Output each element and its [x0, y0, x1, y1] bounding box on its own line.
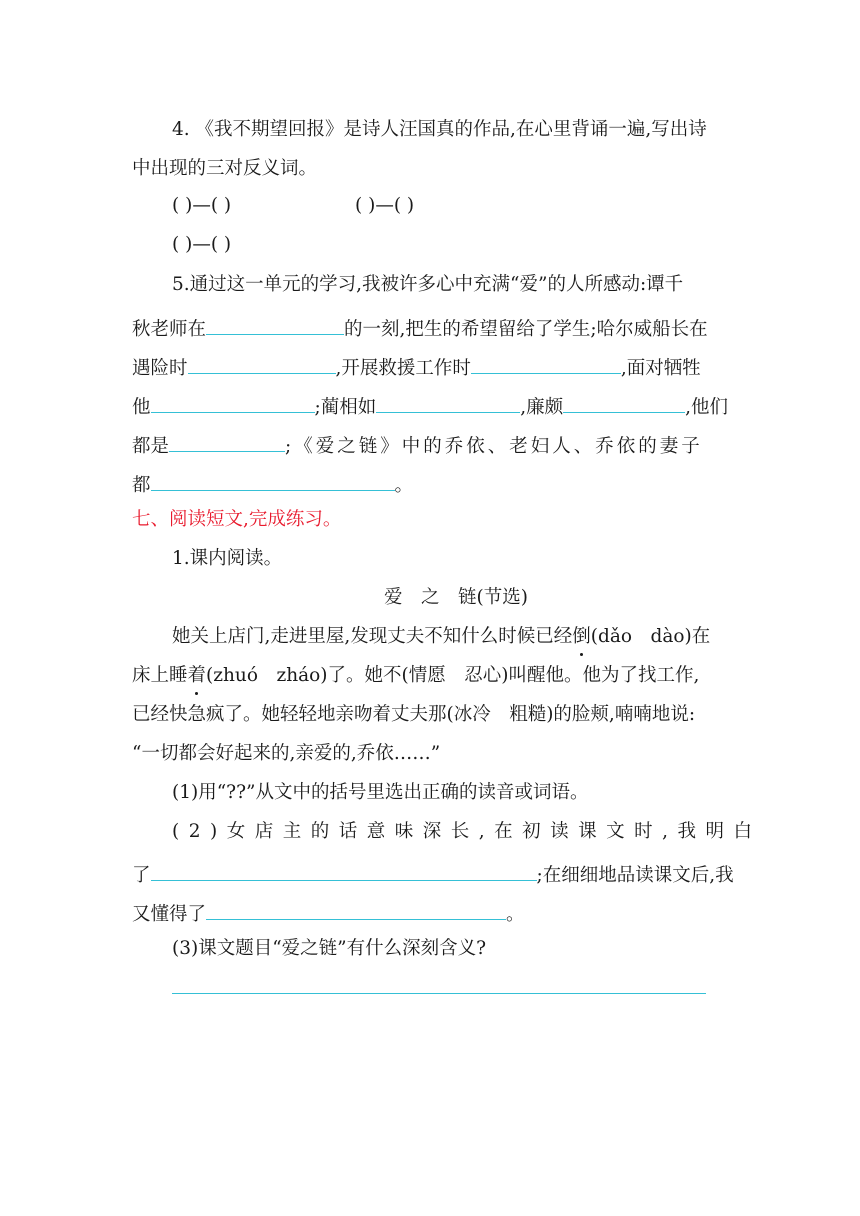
question-text: 了 [132, 865, 151, 886]
q5-line-2 [132, 312, 708, 343]
passage-title: 爱 之 链(节选) [384, 587, 528, 608]
sub-question-3: (3)课文题目“爱之链”有什么深刻含义? [172, 938, 487, 959]
passage-line-1 [172, 624, 710, 650]
passage-text: 床上睡 [132, 665, 188, 686]
answer-blank[interactable] [188, 351, 336, 374]
answer-blank[interactable] [376, 390, 520, 413]
answer-blank[interactable] [206, 897, 506, 920]
question-text: 。 [506, 904, 525, 925]
answer-line[interactable] [172, 993, 706, 994]
q4-answer-pair-2: ( )—( ) [355, 195, 415, 216]
q5-text: ,廉颇 [520, 397, 564, 418]
answer-blank[interactable] [151, 468, 395, 491]
sub-question-title: 1.课内阅读。 [172, 548, 283, 569]
q5-text: 遇险时 [132, 358, 188, 379]
q5-line-5 [132, 429, 703, 460]
section-heading: 七、阅读短文,完成练习。 [132, 509, 342, 530]
sub-question-2-line-1: (2)女店主的话意味深长,在初读课文时,我明白 [172, 821, 762, 842]
dotted-character: 倒 [572, 624, 591, 650]
answer-blank[interactable] [206, 312, 344, 335]
dotted-character: 着 [188, 663, 207, 689]
q5-line-4 [132, 390, 728, 421]
passage-line-2 [132, 663, 699, 689]
q4-line-1: 4. 《我不期望回报》是诗人汪国真的作品,在心里背诵一遍,写出诗 [172, 119, 707, 140]
q5-text: ;蔺相如 [314, 397, 377, 418]
q5-text: ,开展救援工作时 [335, 358, 471, 379]
q5-text: ;《爱之链》中的乔依、老妇人、乔依的妻子 [285, 436, 703, 457]
answer-blank[interactable] [563, 390, 685, 413]
answer-blank[interactable] [471, 351, 621, 374]
q5-text: 都 [132, 475, 151, 496]
q4-answer-pair-1: ( )—( ) [172, 195, 232, 216]
answer-blank[interactable] [151, 858, 537, 881]
q5-text: 秋老师在 [132, 319, 207, 340]
q5-text: 都是 [132, 436, 170, 457]
passage-text: (dǎo dào)在 [590, 626, 711, 647]
q5-text: 的一刻,把生的希望留给了学生;哈尔威船长在 [344, 319, 708, 340]
question-text: ;在细细地品读课文后,我 [536, 865, 734, 886]
q5-text: 。 [394, 475, 414, 496]
sub-question-2-line-2 [132, 858, 734, 889]
passage-line-3: 已经快急疯了。她轻轻地亲吻着丈夫那(冰冷 粗糙)的脸颊,喃喃地说: [132, 704, 696, 725]
sub-question-1: (1)用“??”从文中的括号里选出正确的读音或词语。 [172, 782, 589, 803]
q5-line-6 [132, 468, 413, 499]
sub-question-2-line-3 [132, 897, 525, 928]
q5-text: 他 [132, 397, 151, 418]
q5-line-1: 5.通过这一单元的学习,我被许多心中充满“爱”的人所感动:谭千 [172, 274, 684, 295]
q4-line-2: 中出现的三对反义词。 [132, 158, 318, 179]
q4-answer-pair-3: ( )—( ) [172, 234, 232, 255]
question-text: 又懂得了 [132, 904, 207, 925]
answer-blank[interactable] [151, 390, 315, 413]
passage-text: 她关上店门,走进里屋,发现丈夫不知什么时候已经 [172, 626, 573, 647]
q5-text: ,面对牺牲 [620, 358, 701, 379]
passage-text: (zhuó zháo)了。她不(情愿 忍心)叫醒他。他为了找工作, [206, 665, 700, 686]
q5-line-3 [132, 351, 701, 382]
passage-line-4: “一切都会好起来的,亲爱的,乔依……” [132, 743, 441, 764]
answer-blank[interactable] [169, 429, 285, 452]
q5-text: ,他们 [685, 397, 729, 418]
